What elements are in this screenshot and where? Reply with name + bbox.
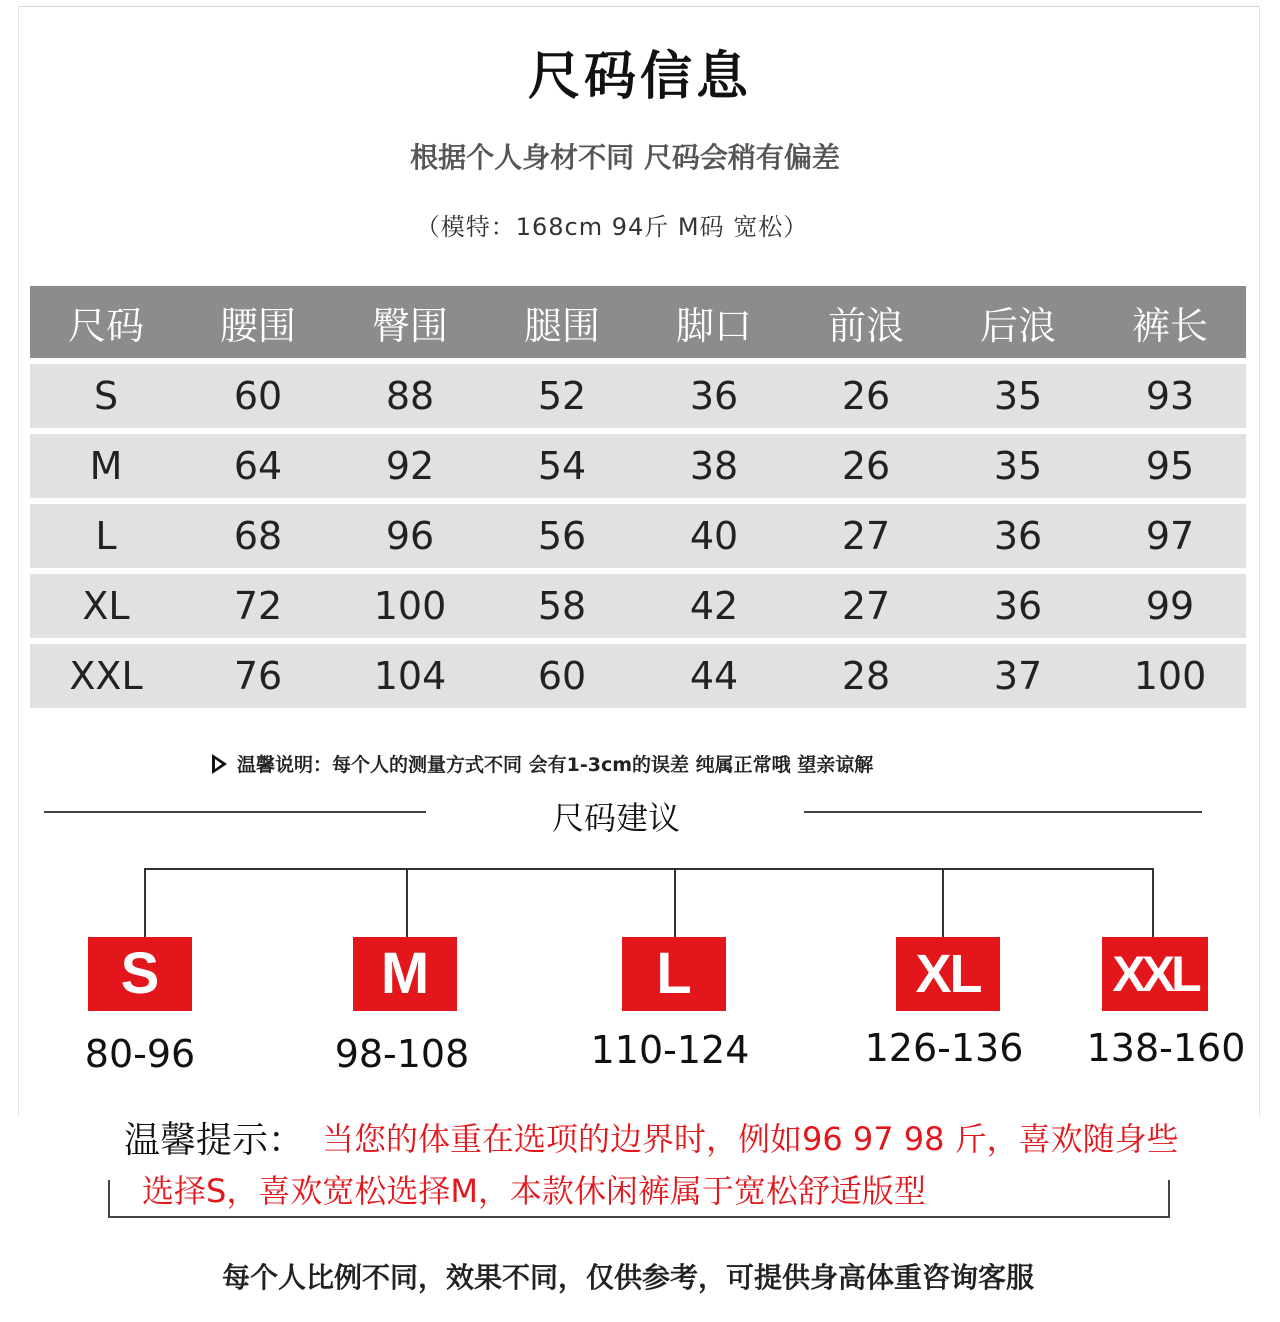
cell-thigh: 52 xyxy=(486,364,638,428)
range-m: 98-108 xyxy=(334,1032,470,1076)
cell-thigh: 60 xyxy=(486,644,638,708)
suggestion-title: 尺码建议 xyxy=(551,799,680,837)
cell-hip: 100 xyxy=(334,574,486,638)
header-back-rise: 后浪 xyxy=(942,286,1094,358)
cell-size: L xyxy=(30,504,182,568)
cell-front-rise: 27 xyxy=(790,504,942,568)
cell-size: XXL xyxy=(30,644,182,708)
tree-connector xyxy=(674,868,676,938)
cell-leg-opening: 44 xyxy=(638,644,790,708)
cell-waist: 76 xyxy=(182,644,334,708)
cell-thigh: 58 xyxy=(486,574,638,638)
tree-connector xyxy=(406,868,408,938)
size-badge-m: M xyxy=(353,937,457,1011)
tree-connector-horizontal xyxy=(144,868,1154,870)
cell-waist: 72 xyxy=(182,574,334,638)
tip-label: 温馨提示： xyxy=(124,1120,305,1161)
footer-note: 每个人比例不同，效果不同，仅供参考，可提供身高体重咨询客服 xyxy=(221,1261,1034,1294)
cell-front-rise: 26 xyxy=(790,434,942,498)
header-front-rise: 前浪 xyxy=(790,286,942,358)
cell-thigh: 56 xyxy=(486,504,638,568)
tip-line-2: 选择S，喜欢宽松选择M，本款休闲裤属于宽松舒适版型 xyxy=(142,1172,926,1210)
play-triangle-icon xyxy=(212,754,227,774)
size-badge-xxl: XXL xyxy=(1102,937,1208,1011)
cell-hip: 88 xyxy=(334,364,486,428)
model-note: （模特：168cm 94斤 M码 宽松） xyxy=(415,213,809,241)
cell-front-rise: 27 xyxy=(790,574,942,638)
cell-length: 93 xyxy=(1094,364,1246,428)
header-hip: 臀围 xyxy=(334,286,486,358)
tree-connector xyxy=(144,868,146,938)
header-size: 尺码 xyxy=(30,286,182,358)
size-badge-xl: XL xyxy=(896,937,1000,1011)
divider-right xyxy=(804,811,1202,813)
size-badge-l: L xyxy=(622,937,726,1011)
size-badge-s: S xyxy=(88,937,192,1011)
tip-line-1: 当您的体重在选项的边界时，例如96 97 98 斤，喜欢随身些 xyxy=(322,1120,1179,1158)
range-xl: 126-136 xyxy=(864,1026,1024,1070)
cell-leg-opening: 38 xyxy=(638,434,790,498)
table-row xyxy=(30,644,1246,708)
range-l: 110-124 xyxy=(590,1028,750,1072)
measurement-note-text: 温馨说明：每个人的测量方式不同 会有1-3cm的误差 纯属正常哦 望亲谅解 xyxy=(237,754,874,776)
page-title: 尺码信息 xyxy=(527,47,752,107)
cell-length: 100 xyxy=(1094,644,1246,708)
header-waist: 腰围 xyxy=(182,286,334,358)
range-xxl: 138-160 xyxy=(1086,1026,1246,1070)
cell-thigh: 54 xyxy=(486,434,638,498)
cell-size: XL xyxy=(30,574,182,638)
measurement-note xyxy=(212,750,873,777)
table-row xyxy=(30,574,1246,638)
size-table xyxy=(30,280,1246,714)
cell-back-rise: 35 xyxy=(942,434,1094,498)
subtitle: 根据个人身材不同 尺码会稍有偏差 xyxy=(410,141,840,174)
cell-back-rise: 35 xyxy=(942,364,1094,428)
cell-front-rise: 28 xyxy=(790,644,942,708)
header-leg-opening: 脚口 xyxy=(638,286,790,358)
tree-connector xyxy=(1152,868,1154,938)
cell-leg-opening: 40 xyxy=(638,504,790,568)
cell-hip: 96 xyxy=(334,504,486,568)
cell-leg-opening: 36 xyxy=(638,364,790,428)
tree-connector xyxy=(942,868,944,938)
cell-waist: 64 xyxy=(182,434,334,498)
table-row xyxy=(30,504,1246,568)
cell-front-rise: 26 xyxy=(790,364,942,428)
cell-waist: 60 xyxy=(182,364,334,428)
table-header-row xyxy=(30,286,1246,358)
header-length: 裤长 xyxy=(1094,286,1246,358)
table-row xyxy=(30,364,1246,428)
cell-back-rise: 36 xyxy=(942,504,1094,568)
table-row xyxy=(30,434,1246,498)
cell-hip: 104 xyxy=(334,644,486,708)
cell-length: 99 xyxy=(1094,574,1246,638)
header-thigh: 腿围 xyxy=(486,286,638,358)
cell-leg-opening: 42 xyxy=(638,574,790,638)
range-s: 80-96 xyxy=(84,1032,196,1076)
cell-size: S xyxy=(30,364,182,428)
cell-length: 95 xyxy=(1094,434,1246,498)
cell-back-rise: 36 xyxy=(942,574,1094,638)
cell-back-rise: 37 xyxy=(942,644,1094,708)
cell-length: 97 xyxy=(1094,504,1246,568)
cell-size: M xyxy=(30,434,182,498)
cell-waist: 68 xyxy=(182,504,334,568)
cell-hip: 92 xyxy=(334,434,486,498)
